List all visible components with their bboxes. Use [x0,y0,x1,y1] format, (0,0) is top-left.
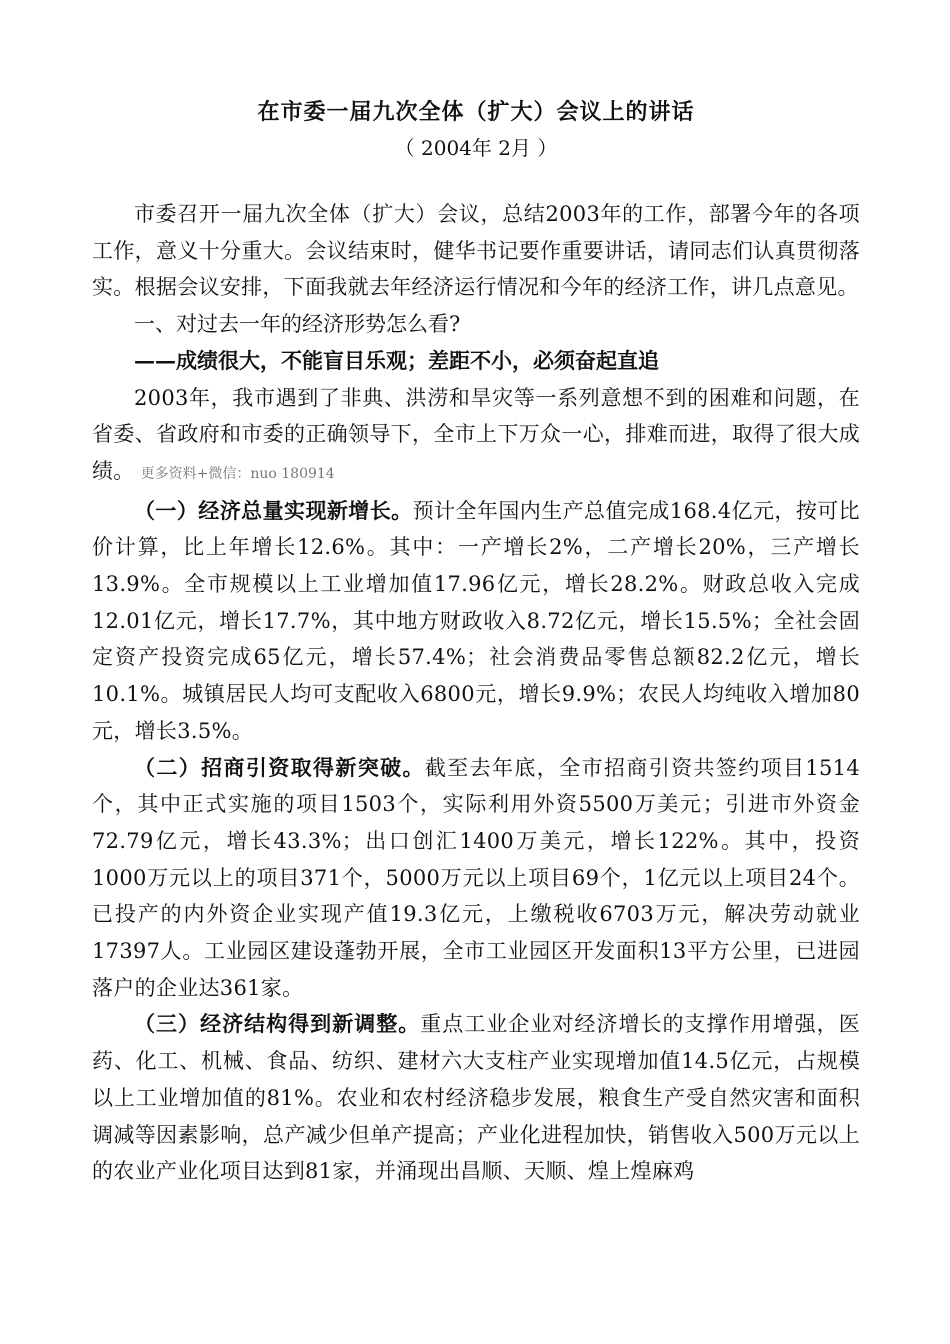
item-3-paragraph [92,1006,860,1190]
item-2-text: 截至去年底，全市招商引资共签约项目1514个，其中正式实施的项目1503个，实际利用外资5500万美元；引进市外资金72.79亿元，增长43.3%；出口创汇1400万美元，增长122%。其中，投资1000万元以上的项目371个，5000万元以上项目69个，1亿元以上项目24个。已投产的内外资企业实现产值19.3亿元，上缴税收6703万元，解决劳动就业17397人。工业园区建设蓬勃开展，全市工业园区开发面积13平方公里，已进园落户的企业达361家。 [92,755,860,1000]
paragraph-2003 [92,380,860,493]
document-title: 在市委一届九次全体（扩大）会议上的讲话 [257,99,695,125]
document-page [92,96,860,1190]
intro-paragraph: 市委召开一届九次全体（扩大）会议，总结2003年的工作，部署今年的各项工作，意义十分重大。会议结束时，健华书记要作重要讲话，请同志们认真贯彻落实。根据会议安排，下面我就去年经济运行情况和今年的经济工作，讲几点意见。 [92,202,860,300]
watermark-note: 更多资料+微信：nuo 180914 [140,465,335,482]
item-2-paragraph [92,750,860,1007]
section-heading: 一、对过去一年的经济形势怎么看? [134,312,461,337]
paragraph-2003-text: 2003年，我市遇到了非典、洪涝和旱灾等一系列意想不到的困难和问题，在省委、省政府和市委的正确领导下，全市上下万众一心，排难而进，取得了很大成绩。 [92,385,860,483]
item-3-lead: （三）经济结构得到新调整。 [134,1011,421,1037]
item-1-paragraph [92,493,860,750]
document-date: （ 2004年 2月 ） [394,136,558,160]
item-1-text: 预计全年国内生产总值完成168.4亿元，按可比价计算，比上年增长12.6%。其中：一产增长2%，二产增长20%，三产增长13.9%。全市规模以上工业增加值17.96亿元，增长28.2%。财政总收入完成12.01亿元，增长17.7%，其中地方财政收入8.72亿元，增长15.5%；全社会固定资产投资完成65亿元，增长57.4%；社会消费品零售总额82.2亿元，增长10.1%。城镇居民人均可支配收入6800元，增长9.9%；农民人均纯收入增加80元，增长3.5%。 [92,498,860,743]
item-2-lead: （二）招商引资取得新突破。 [134,754,425,780]
section-subheading: ——成绩很大，不能盲目乐观；差距不小，必须奋起直追 [134,347,659,373]
item-3-text: 重点工业企业对经济增长的支撑作用增强，医药、化工、机械、食品、纺织、建材六大支柱产业实现增加值14.5亿元，占规模以上工业增加值的81%。农业和农村经济稳步发展，粮食生产受自然灾害和面积调减等因素影响，总产减少但单产提高；产业化进程加快，销售收入500万元以上的农业产业化项目达到81家，并涌现出昌顺、天顺、煌上煌麻鸡 [92,1012,860,1184]
item-1-lead: （一）经济总量实现新增长。 [134,497,413,523]
